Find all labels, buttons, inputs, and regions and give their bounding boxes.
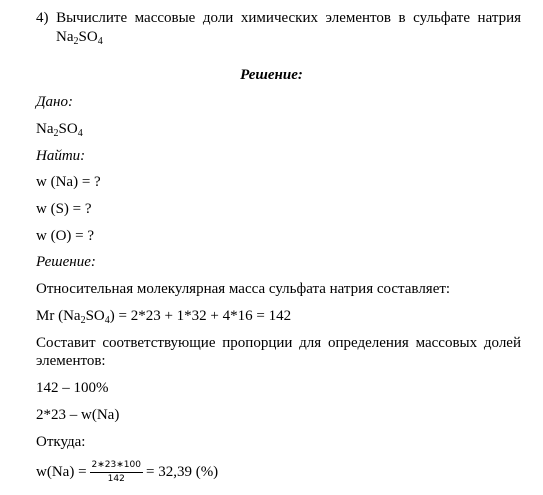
result-fraction: [90, 460, 143, 485]
proportion-intro-line1: Составит соответствующие пропорции для определения массовых долей: [36, 335, 521, 351]
mr-intro: Относительная молекулярная масса сульфата натрия составляет:: [36, 281, 451, 297]
find-item-o: w (O) = ?: [36, 228, 95, 244]
fraction-numerator: 2∗23∗100: [90, 460, 143, 473]
given-label: Дано:: [36, 94, 73, 110]
fraction-denominator: 142: [107, 474, 125, 485]
find-label: Найти:: [36, 148, 86, 164]
mr-equation: Mr $(Na_2SO_4) = 2*23 + 1*32 + 4*16 = 142$: [36, 308, 292, 326]
problem-statement-line1: [36, 9, 521, 27]
problem-text: Вычислите массовые доли химических элементов в сульфате натрия: [56, 10, 522, 26]
whence-label: Откуда:: [36, 434, 86, 450]
proportion-intro-line2: элементов:: [36, 353, 106, 369]
problem-number: 4): [36, 10, 49, 26]
proportion-line1: 142 – 100%: [36, 380, 109, 396]
solution-label: Решение:: [36, 254, 96, 270]
given-formula: $Na_2SO_4$: [36, 121, 83, 139]
solution-heading: Решение:: [240, 67, 303, 83]
proportion-line2: 2*23 – w(Na): [36, 407, 120, 423]
problem-formula: $Na_2SO_4$: [56, 29, 103, 47]
find-item-na: w (Na) = ?: [36, 174, 101, 190]
result-equation: w(Na) = $\frac{2∗23∗100}{142}$ = 32,39 (%): [36, 460, 219, 485]
find-item-s: w (S) = ?: [36, 201, 92, 217]
